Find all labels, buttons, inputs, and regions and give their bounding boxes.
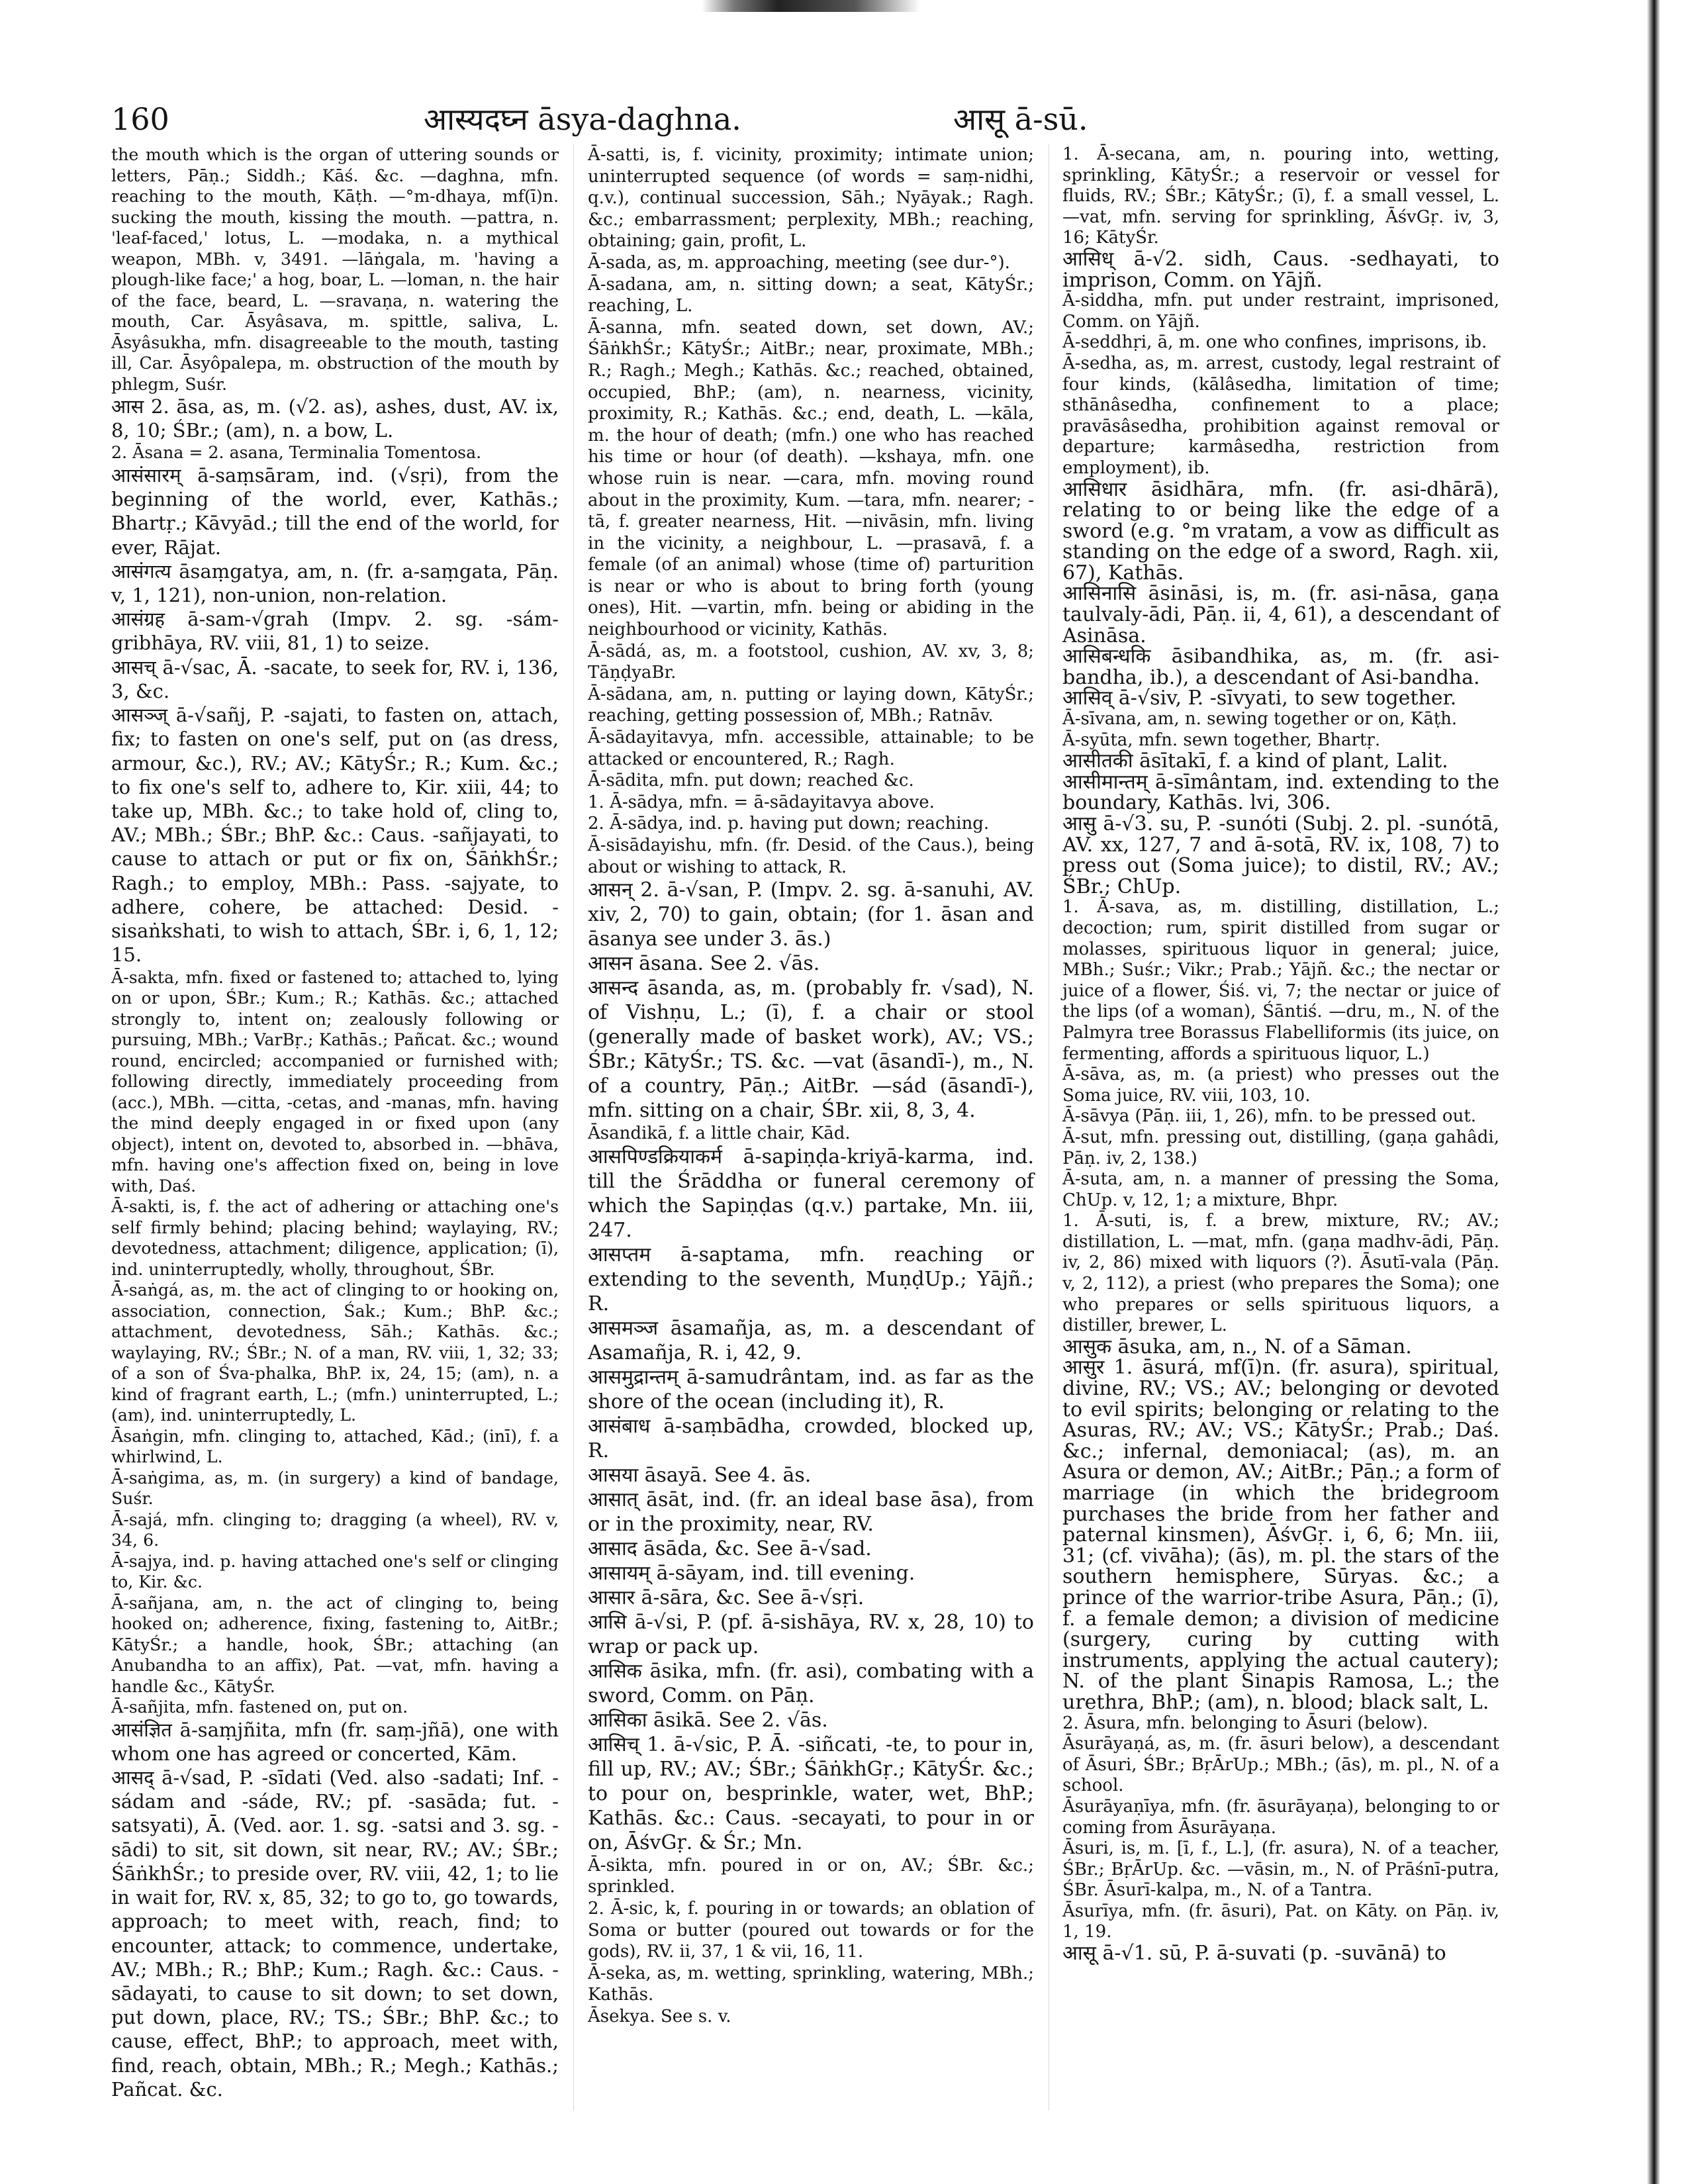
dictionary-entry: 1. Ā-sādya, mfn. = ā-sādayitavya above. [588, 792, 935, 812]
dictionary-entry: Ā-syūta, mfn. sewn together, Bhartṛ. [1062, 730, 1381, 750]
dictionary-entry: Āsuri, is, m. [ī, f., L.], (fr. asura), N. of a teacher, ŚBr.; BṛĀrUp. &c. —vāsin, m., N. of Prāśnī-putra, ŚBr. Āsurī-kalpa, m., N. of a Tantra. [1062, 1838, 1499, 1901]
dictionary-entry: 2. Ā-sic, k, f. pouring in or towards; an oblation of Soma or butter (poured out towards or for the gods), RV. ii, 37, 1 & vii, 16, 11. [588, 1898, 1034, 1962]
dictionary-entry: Ā-sikta, mfn. poured in or on, AV.; ŚBr. &c.; sprinkled. [588, 1855, 1034, 1897]
dictionary-entry: 2. Āsura, mfn. belonging to Āsuri (below). [1062, 1713, 1428, 1733]
dictionary-entry: 1. Ā-suti, is, f. a brew, mixture, RV.; AV.; distillation, L. —mat, mfn. (gaṇa madhv-ādi, Pāṇ. iv, 2, 86) mixed with liquors (?). Āsutī-vala (Pāṇ. v, 2, 112), a priest (who prepares the Soma); one who prepares or sells spirituous liquors, a distiller, brewer, L. [1062, 1211, 1499, 1336]
dictionary-entry: आसू ā-√1. sū, P. ā-suvati (p. -suvānā) to [1062, 1942, 1446, 1966]
dictionary-entry: the mouth which is the organ of uttering sounds or letters, Pāṇ.; Siddh.; Kāś. &c. —daghna, mfn. reaching to the mouth, Kāṭh. —°m-dhaya, mf(ī)n. sucking the mouth, kissing the mouth. —pattra, n. 'leaf-faced,' lotus, L. —modaka, n. a mythical weapon, MBh. v, 3491. —lāṅgala, m. 'having a plough-like face;' a hog, boar, L. —loman, n. the hair of the face, beard, L. —sravaṇa, n. watering the mouth, Car. Āsyâsava, m. spittle, saliva, L. Āsyâsukha, mfn. disagreeable to the mouth, tasting ill, Car. Āsyôpalepa, m. obstruction of the mouth by phlegm, Suśr. [111, 145, 559, 394]
dictionary-entry: Āsurīya, mfn. (fr. āsuri), Pat. on Kāty. on Pāṇ. iv, 1, 19. [1062, 1901, 1499, 1942]
dictionary-entry: आसया āsayā. See 4. ās. [588, 1463, 812, 1487]
dictionary-entry: 1. Ā-sava, as, m. distilling, distillation, L.; decoction; rum, spirit distilled from sugar or molasses, spirituous liquor in general; juice, MBh.; Suśr.; Vikr.; Prab.; Yājñ. &c.; the nectar or juice of a flower, Śiś. vi, 7; the nectar or juice of the lips (of a woman), Śāntiś. —dru, m., N. of the Palmyra tree Borassus Flabelliformis (its juice, on fermenting, affords a spirituous liquor, L.) [1062, 897, 1499, 1064]
dictionary-entry: आसुक āsuka, am, n., N. of a Sāman. [1062, 1335, 1412, 1358]
dictionary-entry: Ā-sada, as, m. approaching, meeting (see dur-°). [588, 252, 1010, 273]
dictionary-entry: Ā-sakti, is, f. the act of adhering or attaching one's self firmly behind; placing behind; waylaying, RV.; devotedness, attachment; diligence, application; (ī), ind. uninterruptedly, wholly, throughout, ŚBr. [111, 1197, 559, 1279]
dictionary-entry: Āsandikā, f. a little chair, Kād. [588, 1123, 851, 1144]
dictionary-entry: Ā-sanna, mfn. seated down, set down, AV.; ŚāṅkhŚr.; KātyŚr.; AitBr.; near, proximate, MBh.; R.; Ragh.; Megh.; Kathās. &c.; reached, obtained, occupied, BhP.; (am), n. nearness, vicinity, proximity, R.; Kathās. &c.; end, death, L. —kāla, m. the hour of death; (mfn.) one who has reached his time or hour (of death). —kshaya, mfn. one whose ruin is near. —cara, mfn. moving round about in the proximity, Kum. —tara, mfn. nearer; -tā, f. greater nearness, Hit. —nivāsin, mfn. living in the vicinity, a neighbour, L. —prasavā, f. a female (of an animal) whose (time of) parturition is near or who is about to bring forth (young ones), Hit. —vartin, mfn. being or abiding in the neighbourhood or vicinity, Kathās. [588, 317, 1034, 640]
dictionary-entry: Ā-sisādayishu, mfn. (fr. Desid. of the Caus.), being about or wishing to attack, R. [588, 835, 1034, 877]
dictionary-entry: Ā-sañjana, am, n. the act of clinging to, being hooked on; adherence, fixing, fastening to, AitBr.; KātyŚr.; a handle, hook, ŚBr.; attaching (an Anubandha to an affix), Pat. —vat, mfn. having a handle &c., KātyŚr. [111, 1593, 559, 1696]
dictionary-entry: Āsurāyaṇá, as, m. (fr. āsuri below), a descendant of Āsuri, ŚBr.; BṛĀrUp.; MBh.; (ās), m. pl., N. of a school. [1062, 1734, 1499, 1796]
dictionary-entry: आसायम् ā-sāyam, ind. till evening. [588, 1561, 915, 1585]
dictionary-entry: आसीमान्तम् ā-sīmântam, ind. extending to the boundary, Kathās. lvi, 306. [1062, 770, 1499, 815]
dictionary-entry: Ā-seddhṛi, ā, m. one who confines, imprisons, ib. [1062, 332, 1487, 353]
dictionary-entry: Āsaṅgin, mfn. clinging to, attached, Kād.; (inī), f. a whirlwind, L. [111, 1426, 559, 1467]
dictionary-entry: Āsekya. See s. v. [588, 2006, 731, 2026]
dictionary-entry: 1. Ā-secana, am, n. pouring into, wetting, sprinkling, KātyŚr.; a reservoir or vessel for fluids, RV.; ŚBr.; KātyŚr.; (ī), f. a small vessel, L. —vat, mfn. serving for sprinkling, ĀśvGṛ. iv, 3, 16; KātyŚr. [1062, 144, 1499, 248]
dictionary-entry: Ā-sādana, am, n. putting or laying down, KātyŚr.; reaching, getting possession of, MBh.; Ratnāv. [588, 684, 1034, 726]
dictionary-entry: Ā-saṅgá, as, m. the act of clinging to or hooking on, association, connection, Śak.; Kum.; BhP. &c.; attachment, devotedness, Sāh.; Kathās. &c.; waylaying, RV.; ŚBr.; N. of a man, RV. viii, 1, 32; 33; of a son of Śva-phalka, BhP. ix, 24, 15; (am), n. a kind of fragrant earth, L.; (mfn.) uninterrupted, L.; (am), ind. uninterruptedly, L. [111, 1280, 559, 1425]
right-running-headword: आसू ā-sū. [953, 101, 1088, 137]
dictionary-entry: आसंगत्य āsaṃgatya, am, n. (fr. a-saṃgata, Pāṇ. v, 1, 121), non-union, non-relation. [111, 559, 559, 607]
dictionary-entry: आसिच् 1. ā-√sic, P. Ā. -siñcati, -te, to pour in, fill up, RV.; AV.; ŚBr.; ŚāṅkhGṛ.; KātyŚr. &c.; to pour on, besprinkle, water, wet, BhP.; Kathās. &c.: Caus. -secayati, to pour in or on, ĀśvGṛ. & Śr.; Mn. [588, 1733, 1034, 1854]
dictionary-entry: आसिव् ā-√siv, P. -sīvyati, to sew together. [1062, 687, 1457, 710]
dictionary-entry: आसमुद्रान्तम् ā-samudrântam, ind. as far as the shore of the ocean (including it), R. [588, 1365, 1034, 1413]
dictionary-entry: 2. Ā-sādya, ind. p. having put down; reaching. [588, 814, 990, 834]
dictionary-entry: Ā-sāvya (Pāṇ. iii, 1, 26), mfn. to be pressed out. [1062, 1106, 1477, 1127]
dictionary-entry: आसन्द āsanda, as, m. (probably fr. √sad), N. of Vishṇu, L.; (ī), f. a chair or stool (generally made of basket work), AV.; VS.; ŚBr.; KātyŚr.; TS. &c. —vat (āsandī-), m., N. of a country, Pāṇ.; AitBr. —sád (āsandī-), mfn. sitting on a chair, ŚBr. xii, 8, 3, 4. [588, 976, 1034, 1123]
dictionary-entry: Ā-sadana, am, n. sitting down; a seat, KātyŚr.; reaching, L. [588, 274, 1034, 316]
dictionary-entry: आसच् ā-√sac, Ā. -sacate, to seek for, RV. i, 136, 3, &c. [111, 655, 559, 702]
dictionary-entry: आसंसारम् ā-saṃsāram, ind. (√sṛi), from the beginning of the world, ever, Kathās.; Bhartṛ.; Kāvyād.; till the end of the world, for ever, Rājat. [111, 463, 559, 559]
column-3 [1062, 144, 1499, 1964]
dictionary-entry: आसञ्ज् ā-√sañj, P. -sajati, to fasten on, attach, fix; to fasten on one's self, put on (as dress, armour, &c.), RV.; AV.; KātyŚr.; R.; Kum. &c.; to fix one's self to, adhere to, Kir. xiii, 44; to take up, MBh. &c.; to take hold of, cling to, AV.; MBh.; ŚBr.; BhP. &c.: Caus. -sañjayati, to cause to attach or put or fix on, ŚāṅkhŚr.; Ragh.; to employ, MBh.: Pass. -sajyate, to adhere, cohere, be attached: Desid. -sisaṅkshati, to wish to attach, ŚBr. i, 6, 1, 12; 15. [111, 704, 559, 967]
scan-smudge [702, 0, 920, 12]
column-rule-1 [573, 144, 574, 2111]
dictionary-entry: आसाद āsāda, &c. See ā-√sad. [588, 1537, 872, 1560]
dictionary-entry: आसुर 1. āsurá, mf(ī)n. (fr. asura), spiritual, divine, RV.; VS.; AV.; belonging or devoted to evil spirits; belonging or relating to the Asuras, RV.; AV.; VS.; KātyŚr.; Prab.; Daś. &c.; infernal, demoniacal; (as), m. an Asura or demon, AV.; AitBr.; Pāṇ.; a form of marriage (in which the bridegroom purchases the bride from her father and paternal kinsmen), ĀśvGṛ. i, 6, 6; Mn. iii, 31; (cf. vivāha); (ās), m. pl. the stars of the southern hemisphere, Sūryas. &c.; a prince of the warrior-tribe Asura, Pāṇ.; (ī), f. a female demon; a division of medicine (surgery, curing by cutting with instruments, applying the actual cautery); N. of the plant Sinapis Ramosa, L.; the urethra, BhP.; (am), n. blood; black salt, L. [1062, 1356, 1499, 1714]
column-1 [111, 144, 559, 2101]
dictionary-entry: आसिधार āsidhāra, mfn. (fr. asi-dhārā), relating to or being like the edge of a sword (e.g. °m vratam, a vow as difficult as standing on the edge of a sword, Ragh. xii, 67), Kathās. [1062, 477, 1499, 585]
dictionary-entry: आसीतकी āsītakī, f. a kind of plant, Lalit. [1062, 749, 1448, 773]
dictionary-entry: आसिध् ā-√2. sidh, Caus. -sedhayati, to imprison, Comm. on Yājñ. [1062, 247, 1499, 292]
dictionary-entry: Ā-sāva, as, m. (a priest) who presses out the Soma juice, RV. viii, 103, 10. [1062, 1065, 1499, 1106]
dictionary-entry: Ā-siddha, mfn. put under restraint, imprisoned, Comm. on Yājñ. [1062, 291, 1499, 332]
dictionary-entry: आसात् āsāt, ind. (fr. an ideal base āsa), from or in the proximity, near, RV. [588, 1488, 1034, 1536]
dictionary-entry: आसंज्ञित ā-saṃjñita, mfn (fr. saṃ-jñā), one with whom one has agreed or concerted, Kām. [111, 1718, 559, 1765]
dictionary-entry: आसंबाध ā-saṃbādha, crowded, blocked up, R. [588, 1414, 1034, 1462]
dictionary-entry: Ā-satti, is, f. vicinity, proximity; intimate union; uninterrupted sequence (of words = saṃ-nidhi, q.v.), continual succession, Sāh.; Nyāyak.; Ragh. &c.; embarrassment; perplexity, MBh.; reaching, obtaining; gain, profit, L. [588, 145, 1034, 252]
dictionary-entry: Ā-sādayitavya, mfn. accessible, attainable; to be attacked or encountered, R.; Ragh. [588, 728, 1034, 769]
dictionary-entry: Ā-sañjita, mfn. fastened on, put on. [111, 1697, 408, 1717]
dictionary-entry: आसद् ā-√sad, P. -sīdati (Ved. also -sadati; Inf. -sádam and -sáde, RV.; pf. -sasāda; fut. -satsyati), Ā. (Ved. aor. 1. sg. -satsi and 3. sg. -sādi) to sit, sit down, sit near, RV.; AV.; ŚBr.; ŚāṅkhŚr.; to preside over, RV. viii, 42, 1; to lie in wait for, RV. x, 85, 32; to go to, go towards, approach; to meet with, reach, find; to encounter, attack; to commence, undertake, AV.; MBh.; R.; BhP.; Kum.; Ragh. &c.: Caus. -sādayati, to cause to sit down; to set down, put down, place, RV.; TS.; ŚBr.; BhP. &c.; to cause, effect, BhP.; to approach, meet with, find, reach, obtain, MBh.; R.; Megh.; Kathās.; Pañcat. &c. [111, 1766, 559, 2101]
dictionary-entry: आसपिण्डक्रियाकर्म ā-sapiṇḍa-kriyā-karma, ind. till the Śrāddha or funeral ceremony of which the Sapiṇḍas (q.v.) partake, Mn. iii, 247. [588, 1145, 1034, 1242]
dictionary-entry: 2. Āsana = 2. asana, Terminalia Tomentosa. [111, 443, 482, 463]
dictionary-entry: आसिका āsikā. See 2. √ās. [588, 1708, 828, 1732]
dictionary-entry: Ā-seka, as, m. wetting, sprinkling, watering, MBh.; Kathās. [588, 1963, 1034, 2005]
dictionary-entry: आस 2. āsa, as, m. (√2. as), ashes, dust, AV. ix, 8, 10; ŚBr.; (am), n. a bow, L. [111, 395, 559, 442]
dictionary-entry: आसि ā-√si, P. (pf. ā-sishāya, RV. x, 28, 10) to wrap or pack up. [588, 1610, 1034, 1658]
dictionary-entry: आसमञ्ज āsamañja, as, m. a descendant of Asamañja, R. i, 42, 9. [588, 1316, 1034, 1364]
dictionary-entry: आसिबन्धकि āsibandhika, as, m. (fr. asi-bandha, ib.), a descendant of Asi-bandha. [1062, 645, 1499, 689]
dictionary-entry: आसंग्रह ā-sam-√grah (Impv. 2. sg. -sám-gribhāya, RV. viii, 81, 1) to seize. [111, 608, 559, 655]
dictionary-entry: Ā-suta, am, n. a manner of pressing the Soma, ChUp. v, 12, 1; a mixture, Bhpr. [1062, 1169, 1499, 1210]
dictionary-entry: Ā-sut, mfn. pressing out, distilling, (gaṇa gahâdi, Pāṇ. iv, 2, 138.) [1062, 1127, 1499, 1168]
dictionary-entry: आसिनासि āsināsi, is, m. (fr. asi-nāsa, gaṇa taulvaly-ādi, Pāṇ. ii, 4, 61), a descendant of Asināsa. [1062, 582, 1499, 647]
dictionary-entry: आसप्तम ā-saptama, mfn. reaching or extending to the seventh, MuṇḍUp.; Yājñ.; R. [588, 1243, 1034, 1315]
dictionary-entry: Ā-sajá, mfn. clinging to; dragging (a wheel), RV. v, 34, 6. [111, 1509, 559, 1550]
dictionary-entry: Ā-sedha, as, m. arrest, custody, legal restraint of four kinds, (kālâsedha, limitation of time; sthānâsedha, confinement to a place; pravāsâsedha, prohibition against removal or departure; karmâsedha, restriction from employment), ib. [1062, 353, 1499, 478]
dictionary-entry: आसिक āsika, mfn. (fr. asi), combating with a sword, Comm. on Pāṇ. [588, 1659, 1034, 1707]
dictionary-entry: Ā-sādita, mfn. put down; reached &c. [588, 771, 914, 791]
dictionary-entry: Ā-sajya, ind. p. having attached one's self or clinging to, Kir. &c. [111, 1551, 559, 1592]
dictionary-entry: Ā-saṅgima, as, m. (in surgery) a kind of bandage, Suśr. [111, 1468, 559, 1509]
dictionary-entry: Ā-sakta, mfn. fixed or fastened to; attached to, lying on or upon, ŚBr.; Kum.; R.; Kathās. &c.; attached strongly to, intent on; zealously following or pursuing, MBh.; VarBṛ.; Kathās.; Pañcat. &c.; wound round, encircled; accompanied or furnished with; following directly, immediately proceeding from (acc.), MBh. —citta, -cetas, and -manas, mfn. having the mind deeply engaged in or fixed upon (any object), intent on, devoted to, absorbed in. —bhāva, mfn. having one's affection fixed on, being in love with, Daś. [111, 967, 559, 1196]
dictionary-entry: Ā-sādá, as, m. a footstool, cushion, AV. xv, 3, 8; TāṇḍyaBr. [588, 641, 1034, 683]
column-2 [588, 144, 1034, 2028]
dictionary-entry: आसन āsana. See 2. √ās. [588, 952, 820, 976]
scan-edge-shadow [1647, 0, 1660, 2184]
dictionary-entry: आसन् 2. ā-√san, P. (Impv. 2. sg. ā-sanuhi, AV. xiv, 2, 70) to gain, obtain; (for 1. āsan and āsanya see under 3. ās.) [588, 878, 1034, 951]
page-header [0, 99, 1686, 146]
left-running-headword: आस्यदघ्न āsya-daghna. [424, 101, 741, 137]
dictionary-entry: Āsurāyaṇīya, mfn. (fr. āsurāyaṇa), belonging to or coming from Āsurāyaṇa. [1062, 1796, 1499, 1838]
page-number: 160 [111, 101, 169, 137]
dictionary-entry: आसु ā-√3. su, P. -sunóti (Subj. 2. pl. -sunótā, AV. xx, 127, 7 and ā-sotā, RV. ix, 108, 7) to press out (Soma juice); to distil, RV.; AV.; ŚBr.; ChUp. [1062, 812, 1499, 898]
dictionary-entry: Ā-sīvana, am, n. sewing together or on, Kāṭh. [1062, 709, 1458, 730]
dictionary-entry: आसार ā-sāra, &c. See ā-√sṛi. [588, 1586, 865, 1609]
